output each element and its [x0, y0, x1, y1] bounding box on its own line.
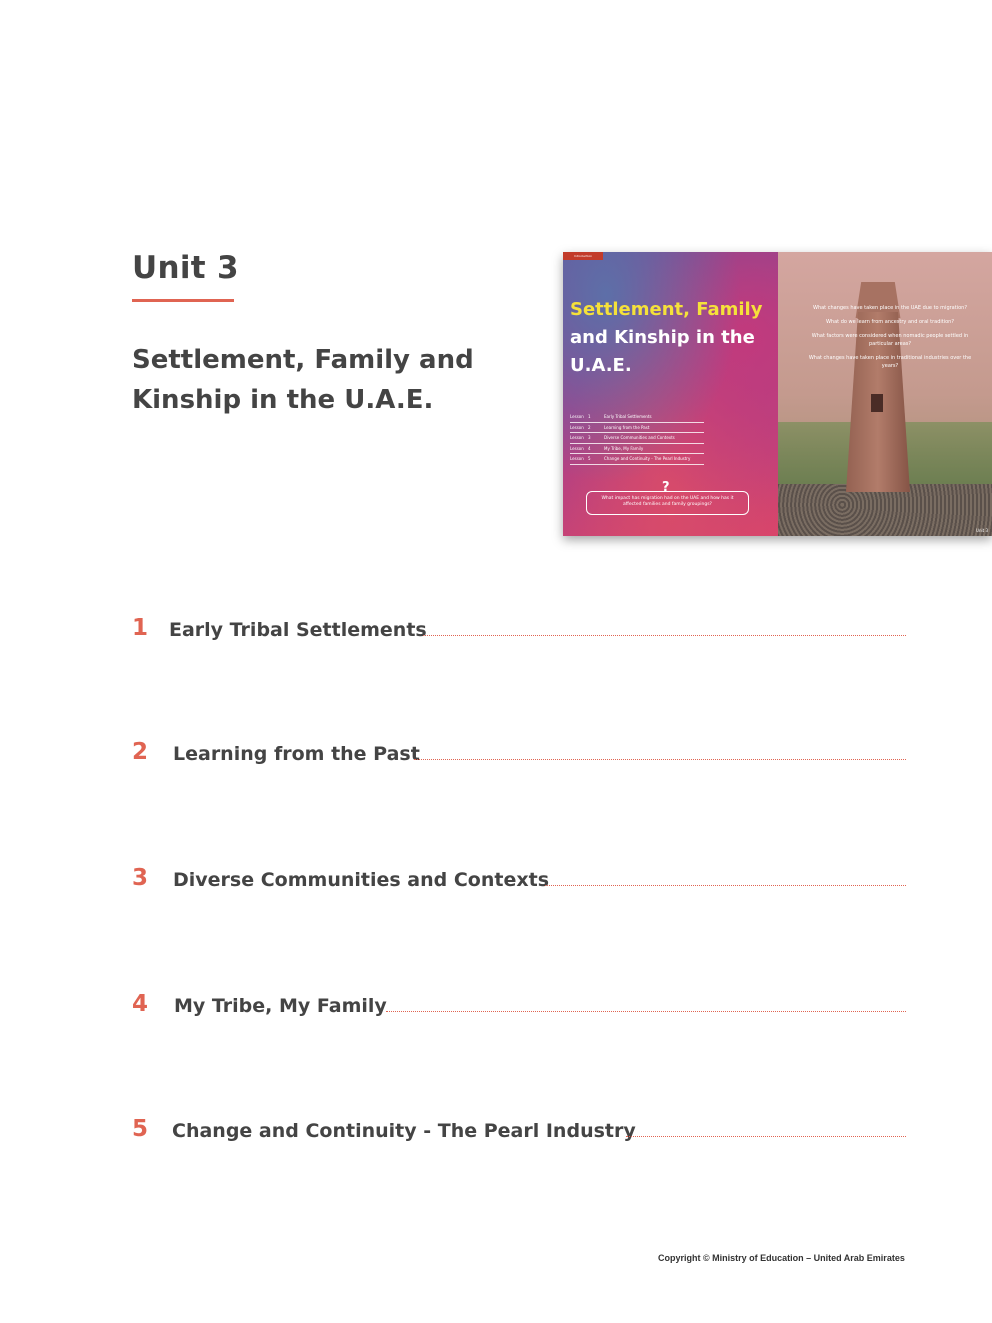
thumbnail-lesson: [570, 412, 704, 423]
toc-entry-4[interactable]: [132, 991, 906, 1021]
thumbnail-credit: Unit 3: [976, 528, 988, 533]
lesson-title: Change and Continuity - The Pearl Industry: [604, 456, 691, 462]
lesson-prefix: Lesson: [570, 424, 584, 430]
toc-number: 3: [132, 865, 149, 891]
copyright-notice: Copyright © Ministry of Education – United Arab Emirates: [658, 1253, 905, 1263]
thumbnail-title: [570, 296, 770, 380]
inquiry-question: What changes have taken place in traditional industries over the years?: [808, 355, 972, 369]
question-mark-icon: ?: [662, 480, 670, 495]
toc-dot-leader: [414, 759, 906, 760]
thumbnail-title-line2: and Kinship in the: [570, 327, 755, 348]
toc-entry-3[interactable]: [132, 865, 906, 895]
unit-cover-thumbnail: [563, 252, 992, 536]
toc-label: Diverse Communities and Contexts: [173, 869, 550, 891]
toc-label: Early Tribal Settlements: [169, 619, 427, 641]
lesson-title: Diverse Communities and Contexts: [604, 435, 675, 441]
toc-entry-2[interactable]: [132, 739, 906, 769]
toc-number: 4: [132, 991, 149, 1017]
toc-dot-leader: [626, 1136, 906, 1137]
toc-label: Change and Continuity - The Pearl Industry: [172, 1120, 636, 1142]
thumbnail-left-panel: [563, 252, 778, 536]
thumbnail-lesson: [570, 433, 704, 444]
toc-dot-leader: [545, 885, 906, 886]
toc-label: My Tribe, My Family: [174, 995, 387, 1017]
toc-entry-1[interactable]: [132, 615, 906, 645]
thumbnail-key-question: What impact has migration had on the UAE and how has it affected families and family groupings?: [586, 491, 749, 515]
lesson-prefix: Lesson: [570, 445, 584, 451]
thumbnail-lesson: [570, 454, 704, 465]
inquiry-question: What do we learn from ancestry and oral tradition?: [825, 319, 955, 325]
lesson-number: 1: [588, 414, 591, 420]
toc-label: Learning from the Past: [173, 743, 420, 765]
toc-dot-leader: [386, 1011, 906, 1012]
lesson-title: Learning from the Past: [604, 424, 650, 430]
inquiry-question: What factors were considered when nomadic people settled in particular areas?: [811, 333, 969, 347]
thumbnail-title-line1: Settlement, Family: [570, 299, 763, 320]
lesson-number: 5: [588, 456, 591, 462]
unit-subtitle: Settlement, Family and Kinship in the U.A.E.: [132, 345, 474, 415]
lesson-title: My Tribe, My Family: [604, 445, 644, 451]
toc-number: 2: [132, 739, 149, 765]
lesson-prefix: Lesson: [570, 435, 584, 441]
toc-number: 5: [132, 1116, 149, 1142]
tower-window-image: [871, 394, 883, 412]
toc-number: 1: [132, 615, 149, 641]
lesson-prefix: Lesson: [570, 414, 584, 420]
thumbnail-title-line3: U.A.E.: [570, 355, 632, 376]
lesson-title: Early Tribal Settlements: [604, 414, 652, 420]
unit-title: Unit 3: [132, 250, 239, 286]
toc-dot-leader: [423, 635, 906, 636]
inquiry-question: What changes have taken place in the UAE due to migration?: [813, 305, 967, 311]
lesson-number: 3: [588, 435, 591, 441]
lesson-prefix: Lesson: [570, 456, 584, 462]
thumbnail-lesson: [570, 444, 704, 455]
thumbnail-lesson: [570, 423, 704, 434]
lesson-number: 2: [588, 424, 591, 430]
thumbnail-tag: Introduction: [563, 252, 603, 260]
thumbnail-lesson-list: [570, 412, 704, 465]
unit-title-underline: [132, 299, 234, 302]
thumbnail-inquiry-questions: [800, 304, 980, 376]
lesson-number: 4: [588, 445, 591, 451]
toc-entry-5[interactable]: [132, 1116, 906, 1146]
thumbnail-photo-panel: [778, 252, 992, 536]
